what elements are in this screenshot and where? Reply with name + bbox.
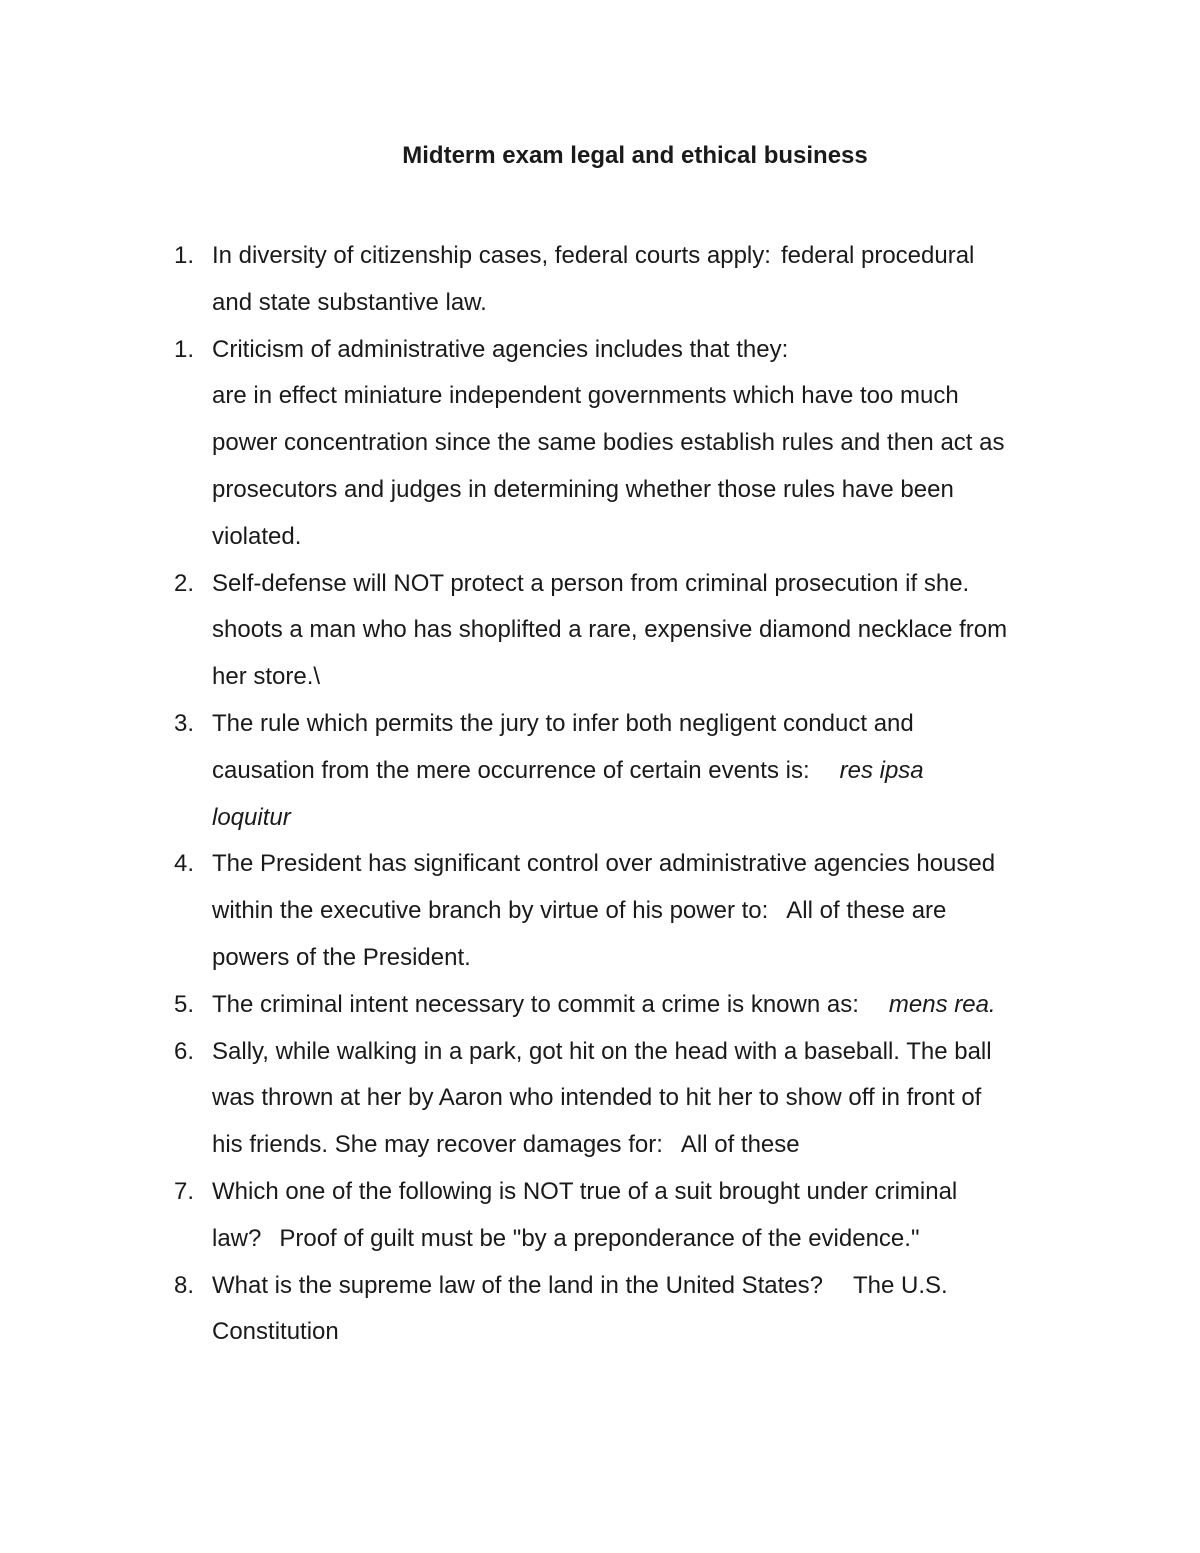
- question-text: Self-defense will NOT protect a person from criminal prosecution if she.: [212, 569, 970, 597]
- answer-text: federal procedural: [780, 242, 975, 269]
- answer-text: loquitur: [212, 803, 291, 831]
- question-line: [212, 1216, 1074, 1263]
- question-text: Which one of the following is NOT true of a suit brought under criminal: [212, 1177, 958, 1205]
- question-list: [174, 233, 1074, 1356]
- question-text: Criticism of administrative agencies includes that they:: [212, 335, 789, 363]
- question-item: [174, 701, 1074, 841]
- question-text: The criminal intent necessary to commit a crime is known as:: [212, 990, 859, 1018]
- answer-text: mens rea.: [888, 990, 996, 1018]
- question-item: [174, 1029, 1074, 1169]
- answer-text: are in effect miniature independent governments which have too much: [212, 382, 959, 410]
- answer-text: powers of the President.: [212, 943, 471, 971]
- question-text: What is the supreme law of the land in the United States?: [212, 1271, 824, 1299]
- question-item: [174, 841, 1074, 981]
- question-line: [212, 233, 1074, 280]
- question-line: [212, 982, 1074, 1029]
- question-item: [174, 1263, 1074, 1357]
- question-text: In diversity of citizenship cases, federal courts apply:: [212, 242, 771, 269]
- answer-text: and state substantive law.: [212, 288, 487, 316]
- question-number: 1.: [174, 242, 195, 269]
- question-number: 3.: [174, 709, 195, 737]
- question-number: 6.: [174, 1037, 195, 1065]
- question-line: [212, 1122, 1074, 1169]
- question-number: 2.: [174, 569, 195, 597]
- answer-text: prosecutors and judges in determining whether those rules have been: [212, 475, 954, 503]
- question-line: [212, 1263, 1074, 1310]
- question-text: causation from the mere occurrence of certain events is:: [212, 756, 810, 784]
- answer-text: violated.: [212, 522, 302, 550]
- question-text: The rule which permits the jury to infer both negligent conduct and: [212, 709, 914, 737]
- question-item: [174, 327, 1074, 561]
- answer-text: her store.\: [212, 663, 321, 691]
- question-text: law?: [212, 1224, 262, 1252]
- question-number: 8.: [174, 1271, 195, 1299]
- question-number: 4.: [174, 850, 195, 878]
- question-text: was thrown at her by Aaron who intended to hit her to show off in front of: [212, 1084, 982, 1112]
- answer-text: power concentration since the same bodies establish rules and then act as: [212, 429, 1005, 457]
- question-text: within the executive branch by virtue of his power to:: [212, 897, 769, 925]
- question-line: [212, 888, 1074, 935]
- question-item: [174, 1169, 1074, 1263]
- question-number: 1.: [174, 335, 195, 363]
- answer-text: res ipsa: [839, 756, 924, 784]
- question-text: his friends. She may recover damages for:: [212, 1131, 663, 1159]
- answer-text: Proof of guilt must be "by a preponderance of the evidence.": [279, 1224, 920, 1252]
- question-text: Sally, while walking in a park, got hit on the head with a baseball. The ball: [212, 1037, 992, 1065]
- question-line: [212, 748, 1074, 795]
- question-item: [174, 561, 1074, 701]
- answer-text: The U.S.: [853, 1271, 948, 1299]
- question-item: [174, 982, 1074, 1029]
- answer-text: shoots a man who has shoplifted a rare, expensive diamond necklace from: [212, 616, 1008, 644]
- answer-text: All of these are: [786, 897, 947, 925]
- answer-text: All of these: [680, 1131, 800, 1159]
- document-title: Midterm exam legal and ethical business: [402, 142, 868, 169]
- question-item: [174, 233, 1074, 327]
- question-number: 5.: [174, 990, 195, 1018]
- question-number: 7.: [174, 1177, 195, 1205]
- answer-text: Constitution: [212, 1318, 339, 1346]
- question-text: The President has significant control over administrative agencies housed: [212, 850, 996, 878]
